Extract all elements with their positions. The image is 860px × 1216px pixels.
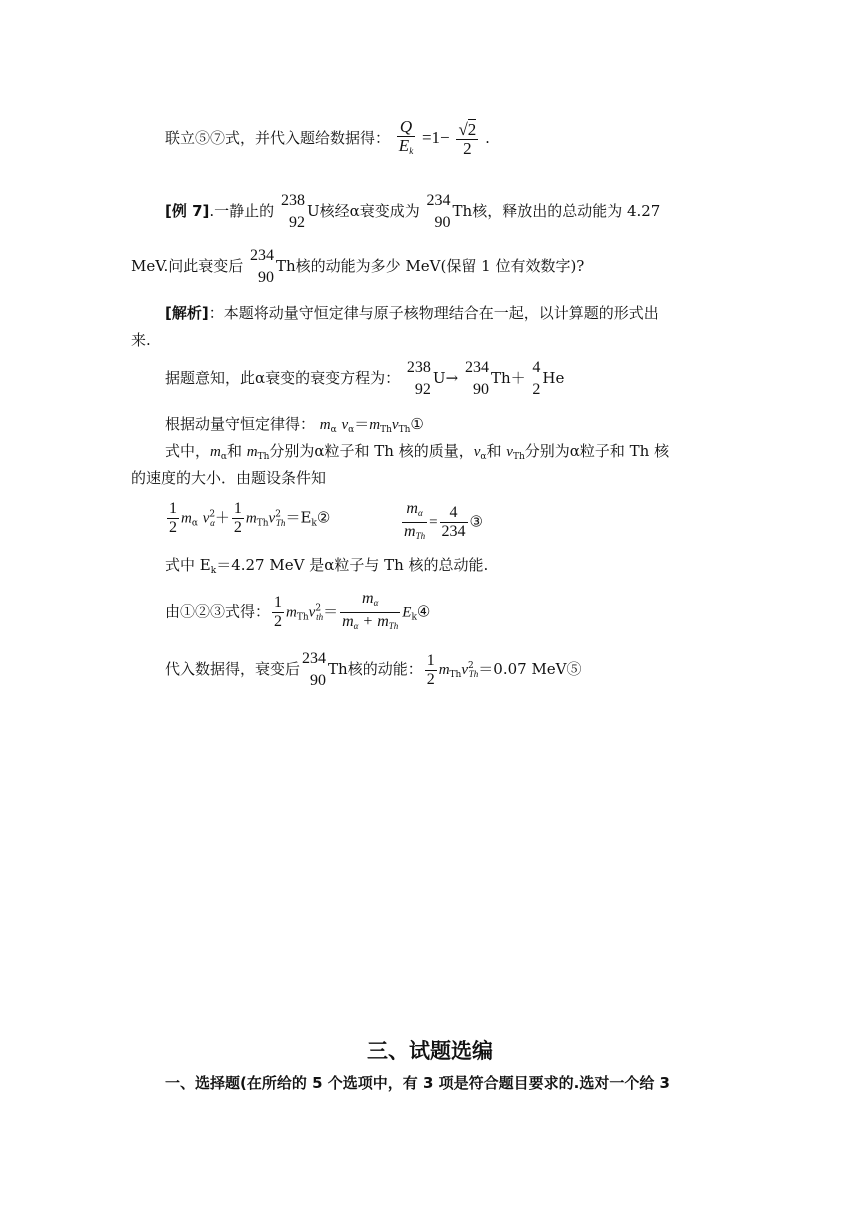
symbol: He	[542, 369, 565, 387]
var: m	[319, 417, 331, 433]
symbol: U	[306, 202, 320, 220]
fraction-half: $\frac{1}{2}$	[233, 500, 242, 536]
sub: Th	[275, 517, 286, 528]
momentum-line	[165, 414, 424, 440]
eq-number: ④	[416, 602, 431, 621]
var: v	[268, 510, 276, 527]
sub: Th	[398, 425, 411, 435]
energy-equation-line	[165, 500, 330, 537]
sub: Th	[296, 612, 309, 623]
sub: α	[191, 518, 198, 529]
result-line	[165, 118, 490, 160]
definitions-line-2	[131, 468, 326, 488]
analysis-line-2	[131, 330, 151, 350]
result: ＝0.07 MeV⑤	[478, 660, 582, 678]
var: m	[210, 444, 221, 460]
symbol: Th	[328, 660, 348, 678]
var: v	[473, 444, 481, 460]
energy: E	[402, 604, 412, 621]
eq-number: ③	[469, 512, 483, 531]
text: ：本题将动量守恒定律与原子核物理结合在一起，以计算题的形式出	[208, 304, 659, 322]
sub: Th	[380, 425, 392, 435]
var: v	[461, 662, 469, 678]
numerator: Q	[397, 118, 415, 137]
symbol: Th	[490, 369, 511, 387]
definitions-line-1	[165, 441, 669, 467]
denominator: $E_k$	[398, 136, 414, 156]
var: v	[391, 417, 399, 433]
text: 分别为α粒子和 Th 核	[524, 442, 670, 460]
equation-5-line	[165, 648, 582, 692]
sub: Th	[512, 452, 525, 462]
period: .	[485, 129, 490, 147]
example-label: [例 7]	[165, 202, 210, 220]
sup: 2	[209, 509, 216, 520]
fraction-half: $\frac{1}{2}$	[274, 594, 283, 630]
text: 和	[486, 442, 502, 460]
text: 联立⑤⑦式，并代入题给数据得：	[165, 129, 391, 147]
sub: α	[480, 452, 487, 462]
sup: 2	[468, 661, 474, 671]
var: v	[202, 510, 210, 527]
symbol: Th	[276, 257, 296, 275]
fraction-mass-ratio: $\frac{m_\alpha}{m_{Th}}$	[404, 500, 426, 541]
var: m	[245, 510, 257, 527]
symbol: U	[432, 369, 446, 387]
text: 和	[226, 442, 242, 460]
sup: 2	[275, 509, 281, 520]
sub: Th	[468, 669, 479, 679]
equals: =	[429, 514, 438, 531]
denominator: 2	[463, 138, 472, 158]
nuclide-th234: 234 90	[302, 650, 327, 689]
var: m	[286, 604, 297, 621]
text: 据题意知，此α衰变的衰变方程为：	[165, 369, 401, 387]
fraction-q-over-ek	[397, 118, 415, 160]
text: 式中 E	[165, 556, 211, 574]
example-line-1	[165, 190, 660, 234]
equation-4-line	[165, 590, 430, 635]
text: 根据动量守恒定律得：	[165, 415, 316, 433]
nuclide-u238: 238 92	[406, 359, 431, 398]
var: v	[506, 444, 513, 460]
sub: Th	[449, 670, 462, 680]
text: 由①②③式得：	[165, 602, 271, 621]
nuclide-th234: 234 90	[250, 247, 274, 286]
section-title: 三、试题选编	[367, 1039, 493, 1063]
text: 的速度的大小．由题设条件知	[131, 469, 327, 487]
sub: α	[220, 452, 227, 462]
plus: ＋	[510, 369, 526, 387]
text: 核，释放出的总动能为 4.27	[472, 202, 661, 220]
var: m	[369, 417, 381, 433]
mass-ratio-equation	[400, 500, 483, 545]
operator: =1−	[421, 128, 450, 147]
sub: th	[316, 611, 324, 622]
sub: k	[311, 518, 317, 529]
sub: k	[411, 612, 417, 623]
equals: ＝	[323, 602, 339, 621]
energy: ＝E	[285, 508, 312, 527]
sub: α	[210, 517, 215, 528]
text: MeV.问此衰变后	[131, 257, 244, 275]
text: 分别为α粒子和 Th 核的质量，	[269, 442, 474, 460]
text: .一静止的	[209, 202, 275, 220]
var: v	[308, 604, 316, 621]
text: 来.	[131, 331, 151, 349]
text: 代入数据得，衰变后	[165, 660, 301, 678]
nuclide-u238: 238 92	[280, 192, 305, 231]
fraction-half: $\frac{1}{2}$	[426, 651, 435, 688]
equals: ＝	[354, 415, 370, 433]
sup: 2	[315, 603, 322, 614]
sub: k	[210, 566, 217, 576]
sub: α	[348, 425, 355, 435]
var: m	[181, 510, 192, 527]
sqrt-numerator: √2	[458, 119, 477, 139]
eq-number: ②	[316, 508, 331, 527]
example-line-2	[131, 245, 584, 289]
text: 核的动能为多少 MeV(保留 1 位有效数字)?	[295, 257, 585, 275]
text: 式中，	[165, 442, 211, 460]
arrow: →	[445, 369, 459, 387]
text: 核经α衰变成为	[319, 202, 420, 220]
var: m	[438, 662, 450, 678]
var: m	[246, 444, 258, 460]
analysis-line-1	[165, 303, 659, 323]
text: ＝4.27 MeV 是α粒子与 Th 核的总动能.	[216, 556, 489, 574]
question-intro: 一、选择题(在所给的 5 个选项中，有 3 项是符合题目要求的.选对一个给 3	[165, 1074, 670, 1092]
symbol: Th	[452, 202, 473, 220]
fraction-sqrt2-over-2	[456, 121, 478, 158]
fraction-half: $\frac{1}{2}$	[169, 500, 177, 536]
plus: ＋	[214, 508, 230, 527]
fraction-mass: $\frac{m_\alpha}{m_\alpha + m_{Th}}$	[342, 590, 399, 631]
nuclide-he4: 4 2	[532, 359, 541, 398]
var: v	[341, 417, 349, 433]
ek-explanation	[165, 555, 488, 581]
nuclide-th234: 234 90	[464, 359, 489, 398]
decay-equation-line	[165, 357, 564, 401]
fraction-4-over-234: $\frac{4}{234}$	[441, 504, 466, 540]
text: 核的动能：	[347, 660, 423, 678]
analysis-label: [解析]	[165, 304, 209, 322]
eq-number: ①	[410, 415, 424, 433]
sub: Th	[257, 452, 270, 462]
nuclide-th234: 234 90	[426, 192, 451, 231]
sub: α	[330, 425, 337, 435]
sub: Th	[256, 518, 269, 529]
